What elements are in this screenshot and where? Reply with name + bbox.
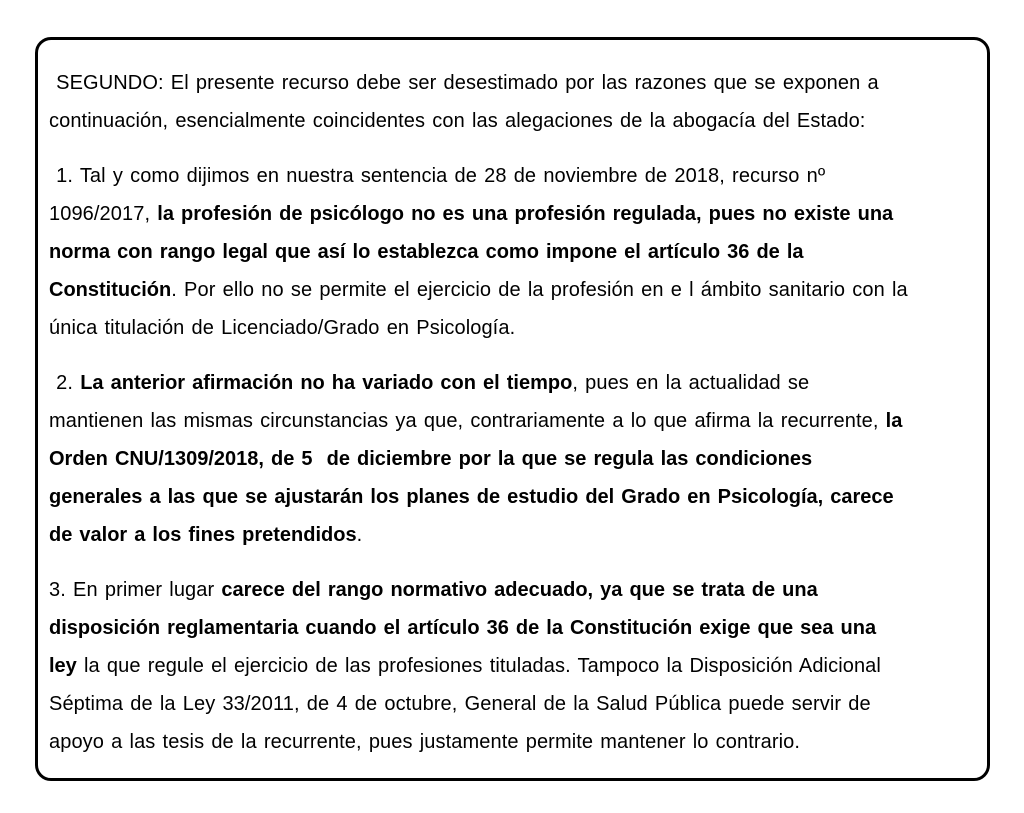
text-line [49,309,981,347]
document-content [49,64,981,761]
bold-text-run: Orden CNU/1309/2018, de 5 de diciembre por la que se regula las condiciones [49,448,813,470]
text-line [49,364,981,402]
bold-text-run: de valor a los fines pretendidos [49,524,357,546]
paragraph [49,64,981,140]
text-run: 1. Tal y como dijimos en nuestra sentencia de 28 de noviembre de 2018, recurso nº [49,165,826,187]
paragraph [49,364,981,554]
text-run: continuación, esencialmente coincidentes con las alegaciones de la abogacía del Estado: [49,110,866,132]
text-line [49,195,981,233]
text-line [49,440,981,478]
text-line [49,271,981,309]
text-line [49,157,981,195]
paragraph [49,157,981,347]
text-line [49,685,981,723]
text-run: única titulación de Licenciado/Grado en Psicología. [49,317,516,339]
text-run: . [356,524,363,546]
text-run: SEGUNDO: El presente recurso debe ser desestimado por las razones que se exponen a [49,72,879,94]
text-line [49,571,981,609]
text-run: . Por ello no se permite el ejercicio de la profesión en e l ámbito sanitario con la [171,279,908,301]
text-line [49,647,981,685]
text-run: Séptima de la Ley 33/2011, de 4 de octubre, General de la Salud Pública puede servir de [49,693,871,715]
bold-text-run: la profesión de psicólogo no es una profesión regulada, pues no existe una [157,203,894,225]
paragraph [49,571,981,761]
text-run: mantienen las mismas circunstancias ya que, contrariamente a lo que afirma la recurrente, [49,410,886,432]
text-run: la que regule el ejercicio de las profesiones tituladas. Tampoco la Disposición Adicional [76,655,881,677]
text-line [49,402,981,440]
bold-text-run: Constitución [49,279,172,301]
text-line [49,64,981,102]
text-line [49,102,981,140]
bold-text-run: la [885,410,903,432]
text-line [49,609,981,647]
text-line [49,478,981,516]
text-line [49,723,981,761]
text-run: 1096/2017, [49,203,158,225]
bold-text-run: generales a las que se ajustarán los planes de estudio del Grado en Psicología, carece [49,486,894,508]
text-run: , pues en la actualidad se [572,372,810,394]
text-run: apoyo a las tesis de la recurrente, pues justamente permite mantener lo contrario. [49,731,801,753]
document-border-box [35,37,990,781]
bold-text-run: disposición reglamentaria cuando el artículo 36 de la Constitución exige que sea una [49,617,877,639]
bold-text-run: norma con rango legal que así lo establezca como impone el artículo 36 de la [49,241,804,263]
bold-text-run: ley [49,655,77,677]
bold-text-run: carece del rango normativo adecuado, ya que se trata de una [221,579,818,601]
bold-text-run: La anterior afirmación no ha variado con el tiempo [80,372,573,394]
text-line [49,233,981,271]
text-line [49,516,981,554]
text-run: 2. [49,372,81,394]
text-run: 3. En primer lugar [49,579,222,601]
